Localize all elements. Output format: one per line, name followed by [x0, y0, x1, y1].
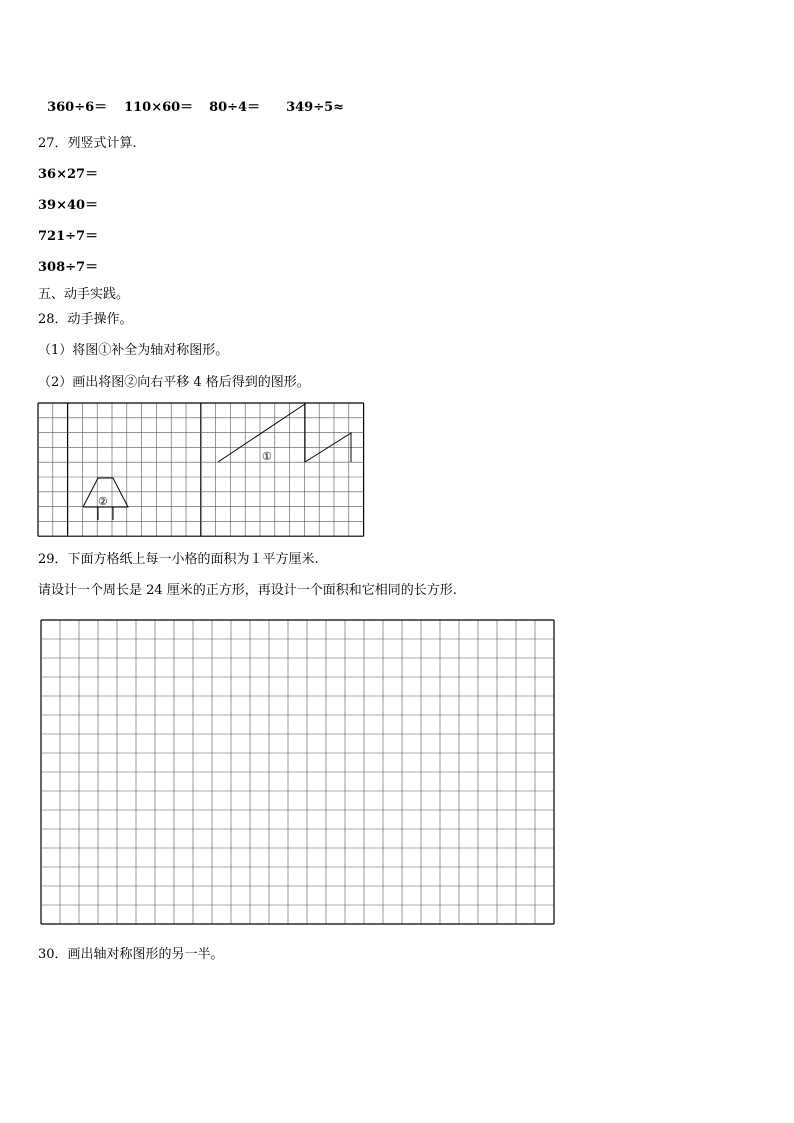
calc-item: 80÷4＝	[209, 100, 261, 115]
q28-grid	[37, 402, 367, 538]
figure-2-label: ②	[98, 495, 108, 508]
q27-item: 39×40＝	[38, 198, 99, 213]
q27-item: 308÷7＝	[38, 260, 99, 275]
calc-item: 360÷6＝	[47, 100, 108, 115]
q28-part2: （2）画出将图②向右平移 4 格后得到的图形。	[38, 375, 310, 390]
calc-item: 110×60＝	[124, 100, 194, 115]
top-calcs-row	[38, 84, 344, 116]
section-heading: 五、动手实践。	[38, 287, 130, 302]
q29-desc: 请设计一个周长是 24 厘米的正方形，再设计一个面积和它相同的长方形.	[38, 583, 457, 598]
q27-title: 27．列竖式计算.	[38, 136, 137, 151]
q30-title: 30．画出轴对称图形的另一半。	[38, 947, 224, 962]
calc-item: 349÷5≈	[286, 100, 345, 115]
q28-part1: （1）将图①补全为轴对称图形。	[38, 343, 229, 358]
q29-title: 29．下面方格纸上每一小格的面积为１平方厘米.	[38, 552, 319, 567]
grid-lines	[41, 620, 554, 924]
grid-lines	[38, 403, 364, 536]
q27-item: 721÷7＝	[38, 229, 99, 244]
q28-title: 28．动手操作。	[38, 312, 133, 327]
q27-item: 36×27＝	[38, 167, 99, 182]
figure-1-label: ①	[262, 450, 272, 463]
q29-grid	[40, 619, 558, 927]
